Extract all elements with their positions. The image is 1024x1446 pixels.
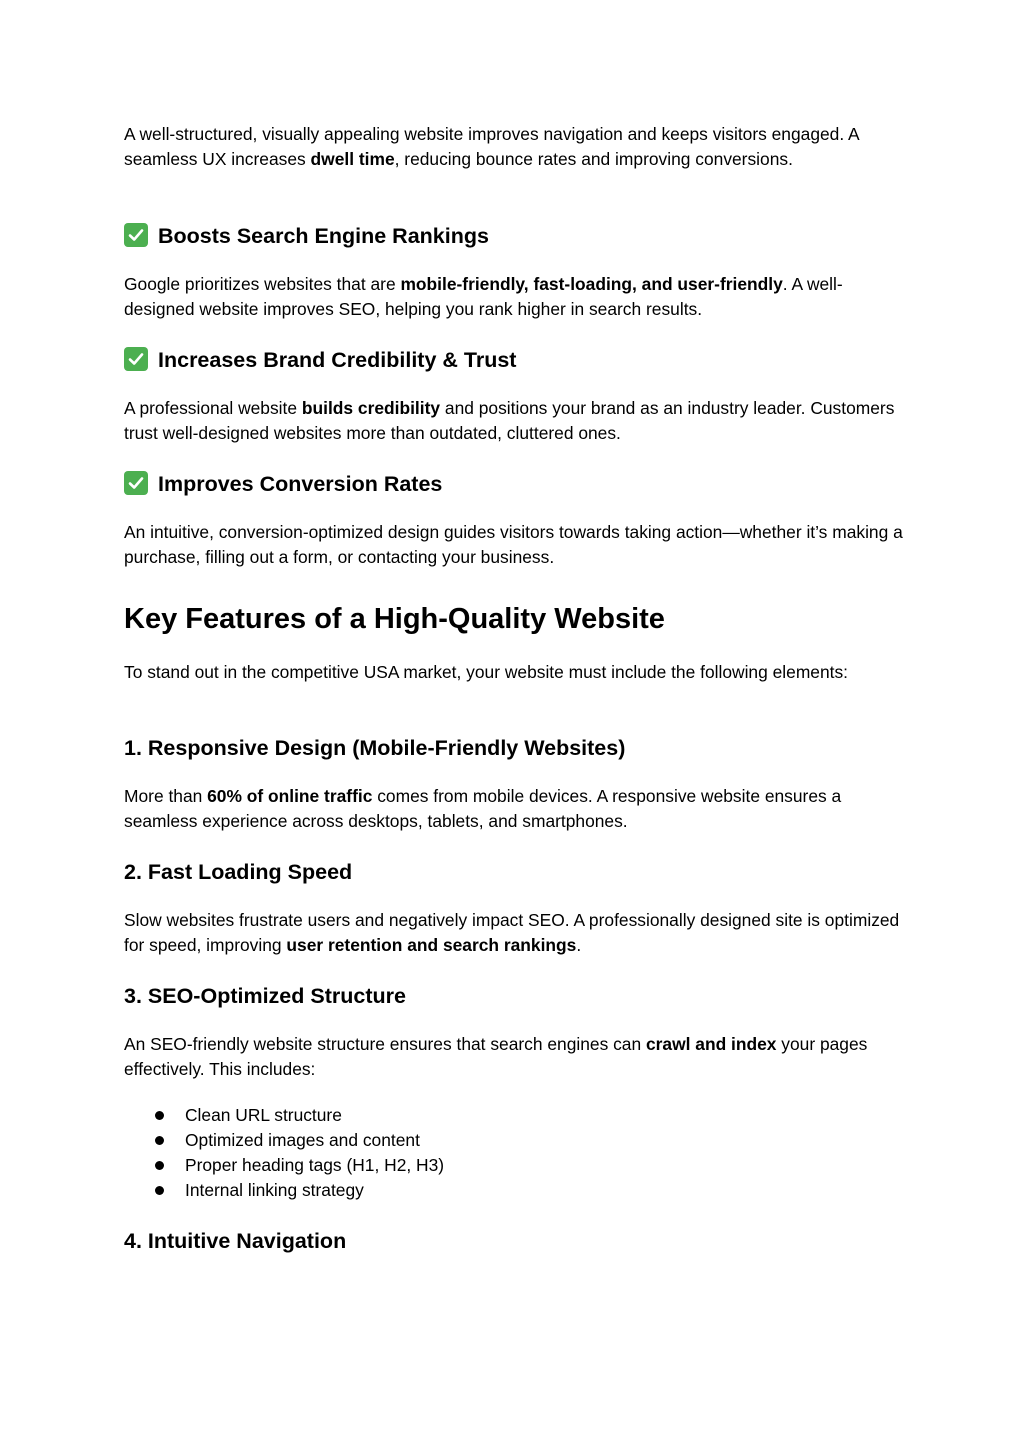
features-intro-paragraph: To stand out in the competitive USA market, your website must include the following elements: bbox=[124, 662, 849, 682]
feature-heading-speed: 2. Fast Loading Speed bbox=[124, 860, 353, 884]
feature-paragraph-speed: Slow websites frustrate users and negatively impact SEO. A professionally designed site is optimized for speed, improving user retention and search rankings. bbox=[124, 910, 900, 955]
seo-bullet-list bbox=[124, 1103, 904, 1203]
list-item: Clean URL structure bbox=[124, 1103, 904, 1128]
list-item: Optimized images and content bbox=[124, 1128, 904, 1153]
check-mark-button-icon bbox=[124, 223, 148, 247]
feature-heading-seo: 3. SEO-Optimized Structure bbox=[124, 984, 406, 1008]
list-item: Proper heading tags (H1, H2, H3) bbox=[124, 1153, 904, 1178]
check-mark-button-icon bbox=[124, 347, 148, 371]
benefit-paragraph-rankings: Google prioritizes websites that are mobile-friendly, fast-loading, and user-friendly. A well-designed website improves SEO, helping you rank higher in search results. bbox=[124, 274, 843, 319]
intro-text-end: , reducing bounce rates and improving conversions. bbox=[394, 149, 793, 169]
intro-paragraph bbox=[124, 122, 904, 172]
benefit-paragraph-credibility: A professional website builds credibility and positions your brand as an industry leader. Customers trust well-designed websites more than outdated, cluttered ones. bbox=[124, 398, 895, 443]
feature-heading-navigation: 4. Intuitive Navigation bbox=[124, 1229, 347, 1253]
bullet-icon bbox=[155, 1161, 164, 1170]
list-item: Internal linking strategy bbox=[124, 1178, 904, 1203]
bullet-icon bbox=[155, 1186, 164, 1195]
benefit-heading-credibility: Increases Brand Credibility & Trust bbox=[124, 346, 904, 374]
benefit-heading-conversion: Improves Conversion Rates bbox=[124, 470, 904, 498]
check-mark-button-icon bbox=[124, 471, 148, 495]
benefit-heading-rankings: Boosts Search Engine Rankings bbox=[124, 222, 904, 250]
feature-paragraph-responsive: More than 60% of online traffic comes from mobile devices. A responsive website ensures a seamless experience across desktops, tablets, and smartphones. bbox=[124, 786, 842, 831]
bullet-icon bbox=[155, 1111, 164, 1120]
bullet-icon bbox=[155, 1136, 164, 1145]
section-heading-key-features: Key Features of a High-Quality Website bbox=[124, 603, 665, 635]
benefit-paragraph-conversion: An intuitive, conversion-optimized design guides visitors towards taking action—whether it’s making a purchase, filling out a form, or contacting your business. bbox=[124, 522, 903, 567]
intro-bold: dwell time bbox=[310, 149, 395, 169]
feature-paragraph-seo: An SEO-friendly website structure ensures that search engines can crawl and index your pages effectively. This includes: bbox=[124, 1034, 868, 1079]
feature-heading-responsive: 1. Responsive Design (Mobile-Friendly Websites) bbox=[124, 736, 626, 760]
intro-text: A well-structured, visually appealing website improves navigation and keeps visitors engaged. A seamless UX increases bbox=[124, 124, 859, 169]
